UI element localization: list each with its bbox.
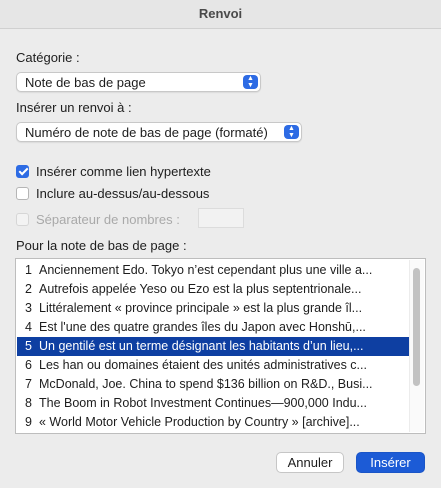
insert-ref-select[interactable] — [16, 122, 302, 142]
insert-button[interactable]: Insérer — [356, 452, 425, 473]
separator-field — [198, 208, 244, 228]
separator-label: Séparateur de nombres : — [36, 211, 180, 227]
separator-checkbox — [16, 213, 29, 226]
footnote-list[interactable] — [15, 258, 426, 434]
chevron-updown-icon: ▲ ▼ — [284, 125, 299, 139]
hyperlink-option[interactable] — [16, 163, 211, 179]
above-below-option[interactable] — [16, 185, 209, 201]
list-item[interactable]: 2 Autrefois appelée Yeso ou Ezo est la plus septentrionale... — [25, 282, 362, 296]
above-below-label: Inclure au-dessus/au-dessous — [36, 185, 210, 201]
hyperlink-label: Insérer comme lien hypertexte — [36, 163, 211, 179]
list-item[interactable]: 1 Anciennement Edo. Tokyo n’est cependant plus une ville a... — [25, 263, 373, 277]
list-item[interactable]: 7 McDonald, Joe. China to spend $136 billion on R&D., Busi... — [25, 377, 373, 391]
list-item[interactable]: 9 « World Motor Vehicle Production by Country » [archive]... — [25, 415, 360, 429]
above-below-checkbox[interactable] — [16, 187, 29, 200]
separator-option — [16, 211, 180, 227]
list-scrollbar[interactable] — [409, 260, 424, 432]
list-item[interactable]: 6 Les han ou domaines étaient des unités administratives c... — [25, 358, 367, 372]
scrollbar-thumb[interactable] — [413, 268, 420, 386]
list-label: Pour la note de bas de page : — [16, 238, 187, 253]
hyperlink-checkbox[interactable] — [16, 165, 29, 178]
category-label: Catégorie : — [16, 50, 80, 65]
window-title: Renvoi — [0, 0, 441, 29]
insert-ref-label: Insérer un renvoi à : — [16, 100, 132, 115]
chevron-updown-icon: ▲ ▼ — [243, 75, 258, 89]
category-select[interactable] — [16, 72, 261, 92]
list-item[interactable]: 4 Est l'une des quatre grandes îles du Japon avec Honshū,... — [25, 320, 366, 334]
list-item-selected[interactable]: 5 Un gentilé est un terme désignant les habitants d’un lieu,... — [17, 337, 409, 356]
category-select-value: Note de bas de page — [25, 75, 146, 90]
list-item[interactable]: 3 Littéralement « province principale » est la plus grande îl... — [25, 301, 363, 315]
cancel-button[interactable]: Annuler — [276, 452, 344, 473]
insert-ref-select-value: Numéro de note de bas de page (formaté) — [25, 125, 268, 140]
list-item[interactable]: 8 The Boom in Robot Investment Continues—900,000 Indu... — [25, 396, 367, 410]
